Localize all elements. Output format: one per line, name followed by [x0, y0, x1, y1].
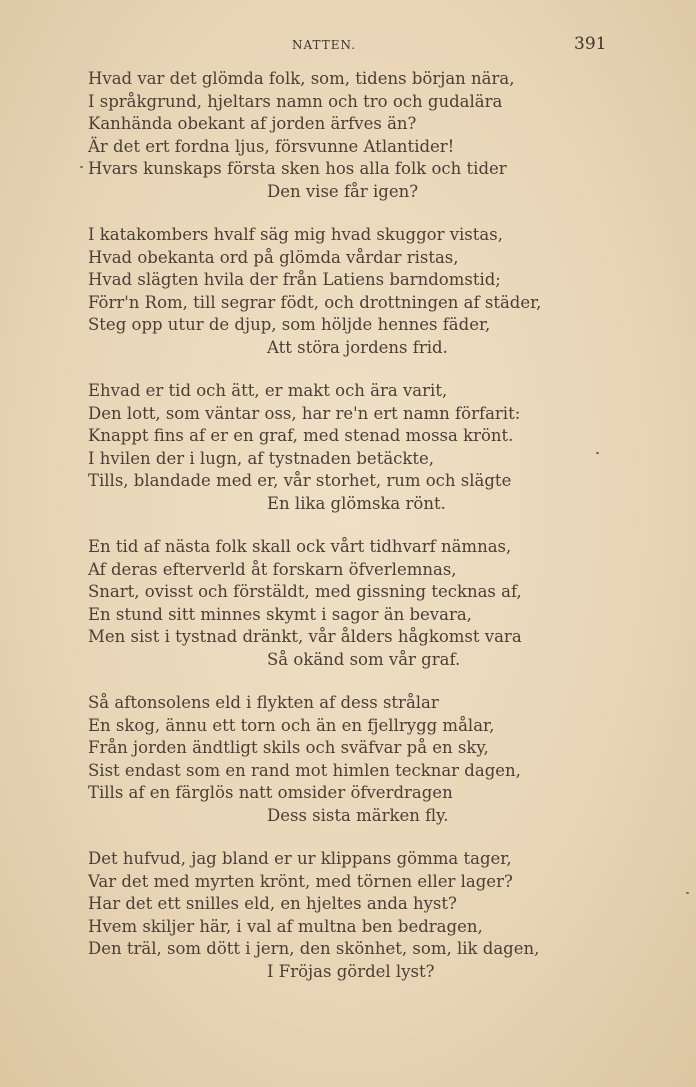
verse-line: I katakombers hvalf säg mig hvad skuggor vistas,: [88, 225, 503, 244]
verse-line: Knappt fins af er en graf, med stenad mossa krönt.: [88, 426, 514, 445]
verse-line: Så aftonsolens eld i flykten af dess strålar: [88, 693, 439, 712]
verse-line: Steg opp utur de djup, som höljde hennes fäder,: [88, 315, 491, 334]
verse-refrain-line: Att störa jordens frid.: [267, 337, 448, 357]
paper-speck: [80, 166, 83, 168]
verse-line: Sist endast som en rand mot himlen tecknar dagen,: [88, 760, 521, 780]
verse-refrain-line: Dess sista märken fly.: [267, 805, 449, 825]
verse-line: Var det med myrten krönt, med törnen eller lager?: [88, 871, 513, 891]
paper-speck: [596, 452, 599, 454]
verse-refrain-line: En lika glömska rönt.: [267, 493, 446, 513]
verse-line: Tills, blandade med er, vår storhet, rum och slägte: [88, 471, 512, 490]
stanza: [0, 68, 696, 203]
verse-line: En skog, ännu ett torn och än en fjellrygg målar,: [88, 715, 495, 735]
verse-line: Hvad slägten hvila der från Latiens barndomstid;: [88, 270, 501, 289]
paper-speck: [686, 892, 689, 894]
verse-line: En tid af nästa folk skall ock vårt tidhvarf nämnas,: [88, 537, 512, 556]
verse-line: Från jorden ändtligt skils och sväfvar på en sky,: [88, 738, 489, 757]
running-title: NATTEN.: [292, 38, 357, 52]
verse-line: En stund sitt minnes skymt i sagor än bevara,: [88, 604, 472, 624]
verse-line: Hvem skiljer här, i val af multna ben bedragen,: [88, 916, 483, 936]
verse-line: Det hufvud, jag bland er ur klippans gömma tager,: [88, 849, 512, 868]
page-header: [0, 34, 696, 56]
stanza: [0, 380, 696, 515]
verse-refrain-line: Så okänd som vår graf.: [267, 649, 461, 669]
verse-line: I språkgrund, hjeltars namn och tro och gudalära: [88, 91, 503, 111]
verse-line: Kanhända obekant af jorden ärfves än?: [88, 114, 417, 133]
verse-line: Är det ert fordna ljus, försvunne Atlantider!: [88, 136, 455, 156]
verse-refrain-line: Den vise får igen?: [267, 181, 419, 201]
poem: [0, 68, 696, 1004]
verse-line: I hvilen der i lugn, af tystnaden betäckte,: [88, 448, 435, 468]
verse-line: Ehvad er tid och ätt, er makt och ära varit,: [88, 381, 448, 400]
verse-line: Den lott, som väntar oss, har re'n ert namn förfarit:: [88, 403, 521, 423]
page-number: 391: [574, 34, 607, 54]
stanza: [0, 224, 696, 359]
stanza: [0, 692, 696, 827]
stanza: [0, 848, 696, 983]
verse-line: Snart, ovisst och förstäldt, med gissning tecknas af,: [88, 582, 522, 601]
stanza: [0, 536, 696, 671]
verse-line: Den träl, som dött i jern, den skönhet, som, lik dagen,: [88, 939, 540, 958]
verse-line: Hvad obekanta ord på glömda vårdar ristas,: [88, 247, 459, 267]
verse-line: Hvars kunskaps första sken hos alla folk och tider: [88, 159, 507, 178]
verse-line: Tills af en färglös natt omsider öfverdragen: [88, 783, 453, 802]
verse-line: Har det ett snilles eld, en hjeltes anda hyst?: [88, 894, 457, 913]
verse-line: Förr'n Rom, till segrar födt, och drottningen af städer,: [88, 292, 542, 312]
verse-line: Af deras efterverld åt forskarn öfverlemnas,: [88, 559, 457, 579]
verse-refrain-line: I Fröjas gördel lyst?: [267, 961, 435, 981]
verse-line: Hvad var det glömda folk, som, tidens början nära,: [88, 69, 515, 88]
verse-line: Men sist i tystnad dränkt, vår ålders hågkomst vara: [88, 627, 522, 646]
